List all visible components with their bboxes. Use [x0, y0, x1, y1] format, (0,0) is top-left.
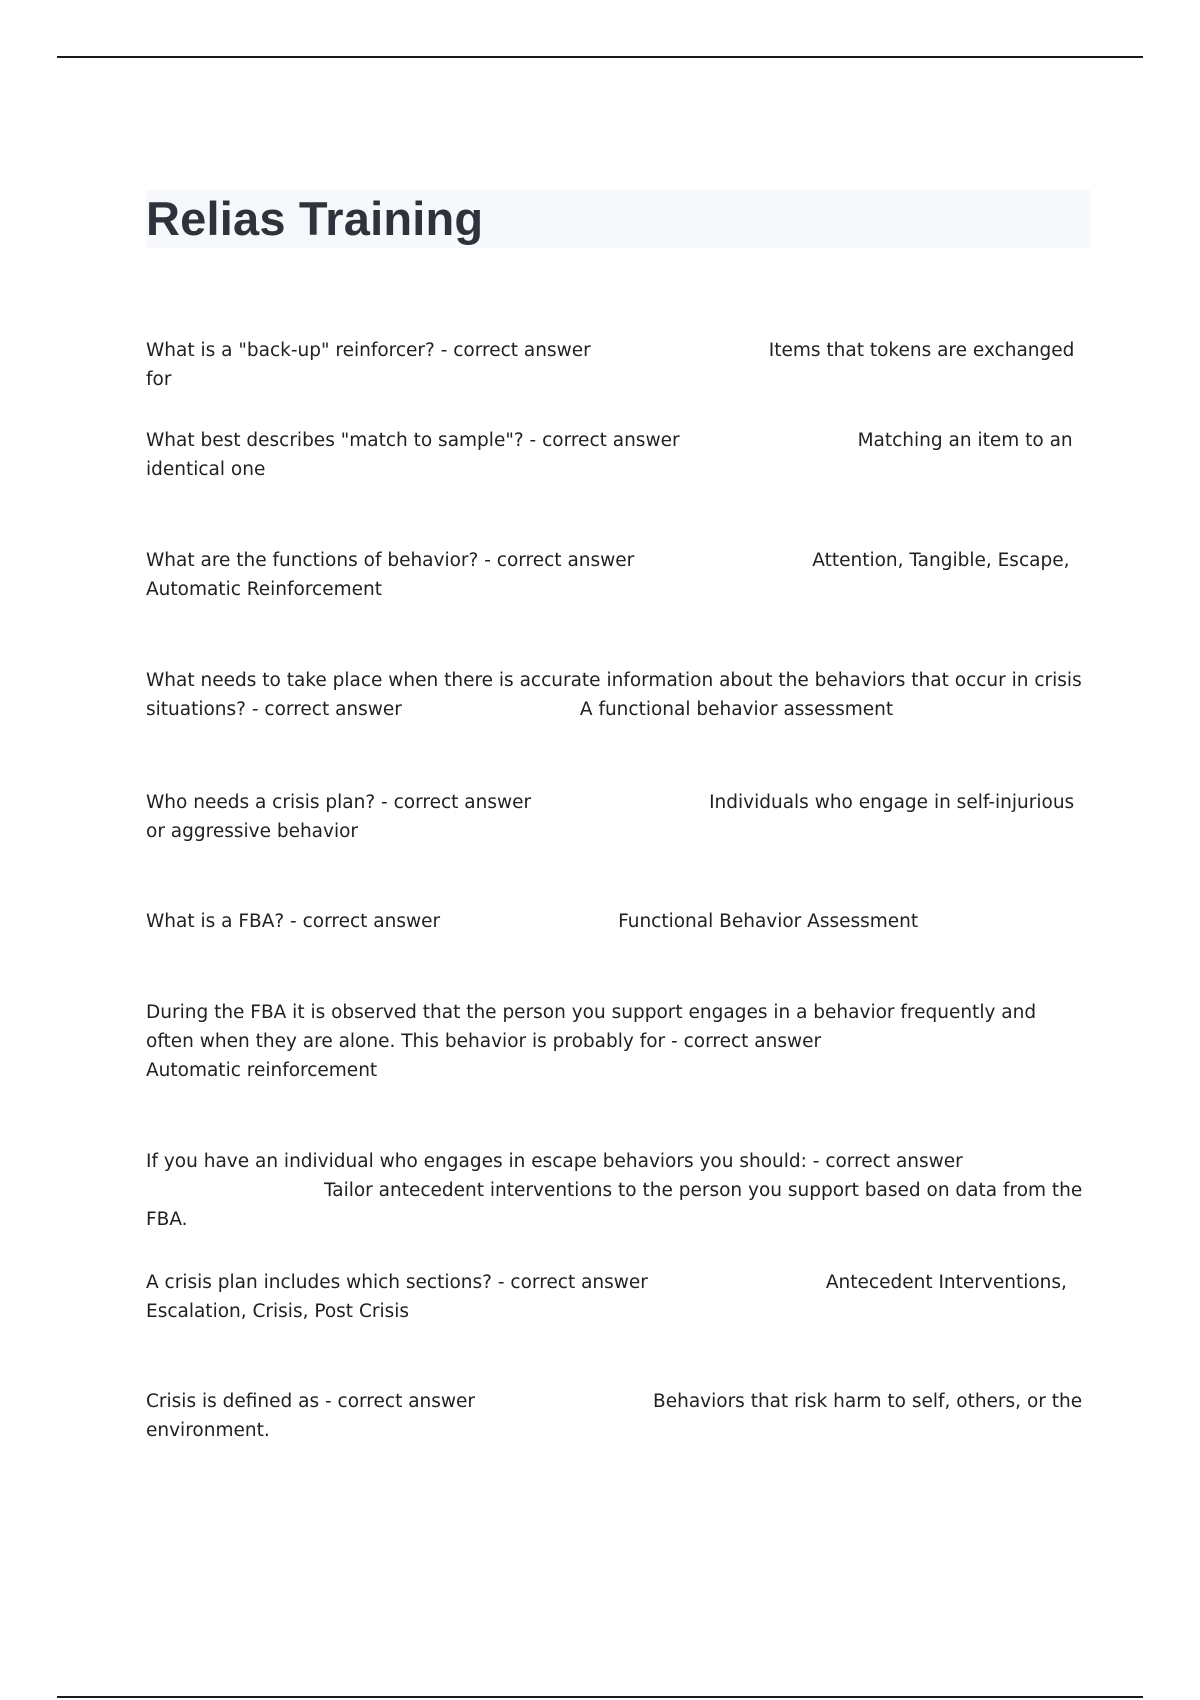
answer-text: Matching an item to an identical one — [146, 430, 1073, 480]
answer-text: A functional behavior assessment — [579, 699, 894, 720]
qa-item-9 — [146, 1268, 1086, 1326]
answer-text: Attention, Tangible, Escape, Automatic Reinforcement — [146, 550, 1070, 600]
qa-item-7 — [146, 998, 1086, 1085]
answer-text: Antecedent Interventions, Escalation, Crisis, Post Crisis — [146, 1272, 1067, 1322]
question-text: What best describes "match to sample"? - correct answer — [146, 430, 680, 451]
question-text: During the FBA it is observed that the person you support engages in a behavior frequently and often when they are alone. This behavior is probably for - correct answer — [146, 1002, 1042, 1052]
qa-item-5 — [146, 788, 1086, 846]
question-text: Who needs a crisis plan? - correct answer — [146, 792, 532, 813]
answer-text: Functional Behavior Assessment — [618, 911, 919, 932]
answer-text: Items that tokens are exchanged for — [146, 340, 1075, 390]
question-text: A crisis plan includes which sections? - correct answer — [146, 1272, 648, 1293]
question-text: Crisis is defined as - correct answer — [146, 1391, 476, 1412]
bottom-rule — [57, 1696, 1143, 1698]
qa-item-3 — [146, 546, 1086, 604]
question-text: If you have an individual who engages in escape behaviors you should: - correct answer — [146, 1151, 963, 1172]
qa-item-8 — [146, 1147, 1086, 1234]
answer-text: Individuals who engage in self-injurious or aggressive behavior — [146, 792, 1075, 842]
document-title: Relias Training — [146, 192, 484, 245]
qa-item-6 — [146, 907, 1086, 936]
answer-text: Automatic reinforcement — [146, 1060, 378, 1081]
qa-item-10 — [146, 1387, 1086, 1445]
answer-text: Behaviors that risk harm to self, others, or the environment. — [146, 1391, 1083, 1441]
question-text: What needs to take place when there is accurate information about the behaviors that occur in crisis situations? - correct answer — [146, 670, 1088, 720]
question-text: What is a "back-up" reinforcer? - correct answer — [146, 340, 591, 361]
question-text: What is a FBA? - correct answer — [146, 911, 441, 932]
question-text: What are the functions of behavior? - correct answer — [146, 550, 635, 571]
top-rule — [57, 56, 1143, 58]
answer-text: Tailor antecedent interventions to the person you support based on data from the FBA. — [146, 1180, 1083, 1230]
qa-item-1 — [146, 336, 1086, 394]
qa-item-4 — [146, 666, 1086, 724]
qa-item-2 — [146, 426, 1086, 484]
